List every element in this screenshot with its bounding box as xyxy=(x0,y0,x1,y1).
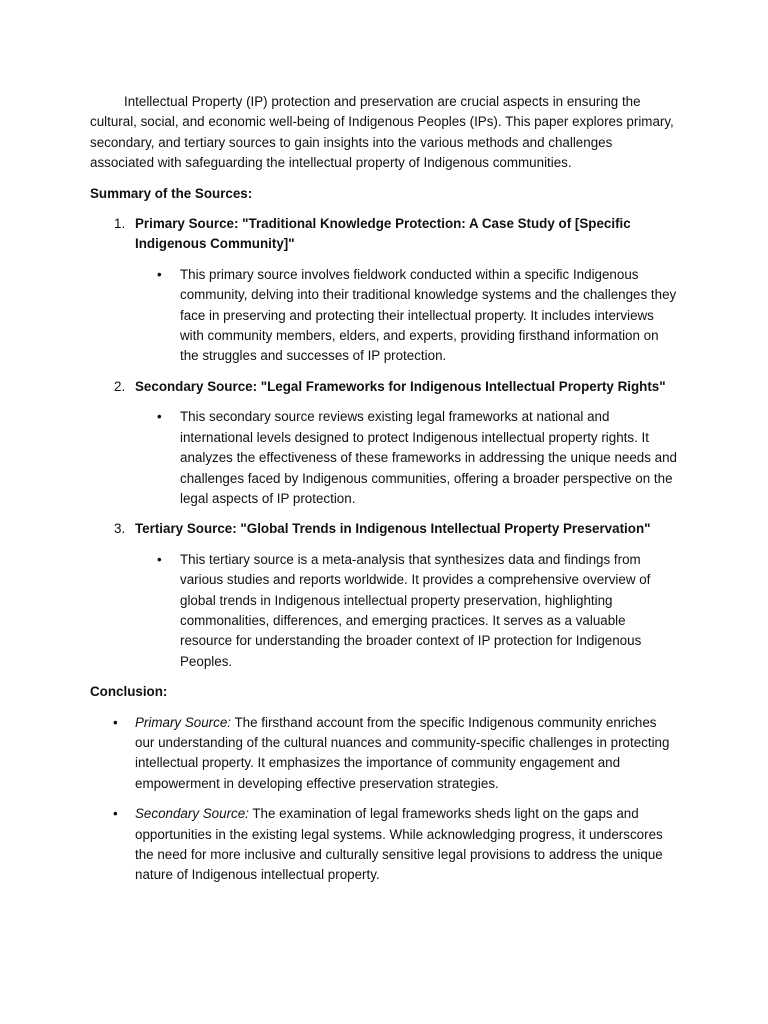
list-number: 3. xyxy=(114,521,126,537)
conclusion-text: The firsthand account from the specific Indigenous community enriches our understanding of the cultural nuances and community-specific challenges in protecting intellectual property. It emphasizes the importance of community engagement and empowerment in developing effective preservation strategies. xyxy=(135,714,670,791)
intro-paragraph: Intellectual Property (IP) protection and preservation are crucial aspects in ensuring the cultural, social, and economic well-being of Indigenous Peoples (IPs). This paper explores primary, secondary, and tertiary sources to gain insights into the various methods and challenges associated with safeguarding the intellectual property of Indigenous communities. xyxy=(90,94,674,171)
conclusion-label: Primary Source: xyxy=(135,714,231,730)
conclusion-label: Secondary Source: xyxy=(135,806,249,822)
summary-heading: Summary of the Sources: xyxy=(90,185,253,201)
source-item-secondary xyxy=(90,377,678,509)
source-description: This tertiary source is a meta-analysis that synthesizes data and findings from various studies and reports worldwide. It provides a comprehensive overview of global trends in Indigenous intellectual property preservation, highlighting commonalities, differences, and emerging practices. It serves as a valuable resource for understanding the broader context of IP protection for Indigenous Peoples. xyxy=(180,551,651,669)
source-title: Primary Source: "Traditional Knowledge Protection: A Case Study of [Specific Indigenous Community]" xyxy=(135,216,631,252)
source-description-item xyxy=(135,265,678,367)
bullet-marker: • xyxy=(157,409,162,425)
bullet-marker: • xyxy=(113,806,118,822)
bullet-marker: • xyxy=(157,266,162,282)
list-number: 2. xyxy=(114,378,126,394)
source-description-item xyxy=(135,550,678,672)
source-title: Tertiary Source: "Global Trends in Indigenous Intellectual Property Preservation" xyxy=(135,521,651,537)
sources-list xyxy=(90,214,678,672)
conclusion-item-primary xyxy=(90,713,678,795)
source-bullets xyxy=(135,550,678,672)
conclusion-item-secondary xyxy=(90,804,678,886)
bullet-marker: • xyxy=(157,551,162,567)
source-item-tertiary xyxy=(90,519,678,672)
source-title: Secondary Source: "Legal Frameworks for Indigenous Intellectual Property Rights" xyxy=(135,378,666,394)
source-bullets xyxy=(135,265,678,367)
source-description-item xyxy=(135,407,678,509)
bullet-marker: • xyxy=(113,714,118,730)
list-number: 1. xyxy=(114,216,126,232)
conclusion-heading: Conclusion: xyxy=(90,684,168,700)
source-description: This primary source involves fieldwork conducted within a specific Indigenous community, delving into their traditional knowledge systems and the challenges they face in preserving and protecting their intellectual property. It includes interviews with community members, elders, and experts, providing firsthand information on the struggles and successes of IP protection. xyxy=(180,266,677,364)
conclusion-text: The examination of legal frameworks sheds light on the gaps and opportunities in the existing legal systems. While acknowledging progress, it underscores the need for more inclusive and culturally sensitive legal provisions to address the unique nature of Indigenous intellectual property. xyxy=(135,806,663,883)
source-item-primary xyxy=(90,214,678,367)
source-description: This secondary source reviews existing legal frameworks at national and international levels designed to protect Indigenous intellectual property rights. It analyzes the effectiveness of these frameworks in addressing the unique needs and challenges faced by Indigenous communities, offering a broader perspective on the legal aspects of IP protection. xyxy=(180,409,678,506)
source-bullets xyxy=(135,407,678,509)
conclusion-list xyxy=(90,713,678,886)
